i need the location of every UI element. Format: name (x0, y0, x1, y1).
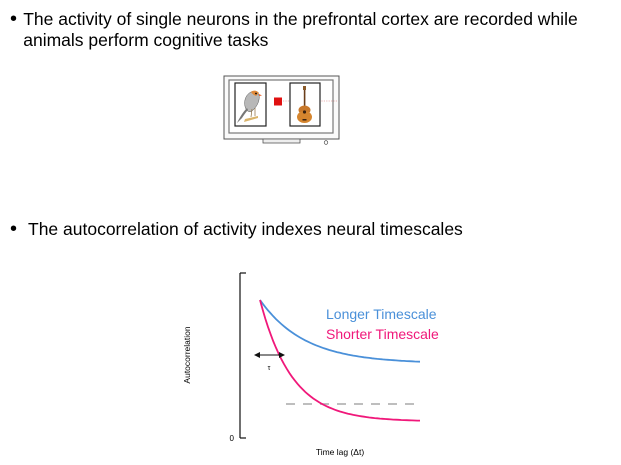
bullet-dot: • (10, 218, 18, 240)
tau-label: τ (267, 365, 271, 372)
bullet-text-recording: The activity of single neurons in the prefrontal cortex are recorded while animals perform cognitive tasks (23, 9, 578, 50)
legend-shorter: Shorter Timescale (326, 326, 439, 342)
y-tick-zero: 0 (229, 434, 234, 443)
tau-arrow (254, 352, 285, 358)
task-monitor-illustration (223, 75, 340, 148)
guitar-stimulus-icon (290, 83, 320, 126)
legend-longer: Longer Timescale (326, 306, 437, 322)
bullet-recording (10, 9, 615, 51)
x-axis-label: Time lag (Δt) (315, 447, 365, 457)
fixation-square-icon (274, 98, 282, 106)
bullet-text-autocorrelation: The autocorrelation of activity indexes neural timescales (28, 219, 463, 239)
bullet-autocorrelation (10, 219, 615, 240)
autocorrelation-chart (170, 263, 440, 461)
y-axis-label: Autocorrelation (182, 326, 192, 384)
bullet-dot: • (10, 8, 18, 30)
bird-stimulus-icon (235, 83, 266, 126)
